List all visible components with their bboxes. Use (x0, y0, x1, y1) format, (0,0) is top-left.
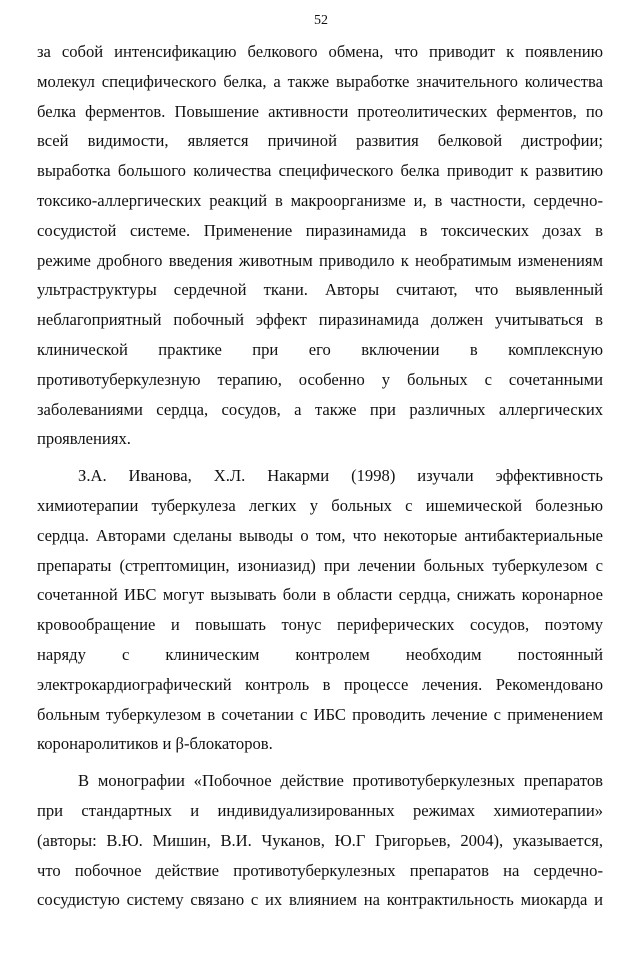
text-line: проявлениях. (37, 429, 131, 449)
page-number: 52 (314, 13, 328, 28)
text-line: за собой интенсификацию белкового обмена, что приводит к появлению (37, 42, 603, 61)
text-line: ультраструктуры сердечной ткани. Авторы считают, что выявленный (37, 280, 603, 300)
paragraph-1 (37, 37, 603, 454)
text-line: наряду с клиническим контролем необходим постоянный (37, 644, 603, 664)
document-body (37, 37, 603, 915)
text-line: коронаролитиков и β-блокаторов. (37, 734, 273, 754)
text-line: что побочное действие противотуберкулезных препаратов на сердечно- (37, 860, 603, 880)
text-line: сосудистую систему связано с их влиянием на контрактильность миокарда и (37, 890, 603, 910)
text-line: при стандартных и индивидуализированных режимах химиотерапии» (37, 800, 603, 820)
text-line: кровообращение и повышать тонус периферических сосудов, поэтому (37, 615, 603, 635)
text-line: больным туберкулезом в сочетании с ИБС проводить лечение с применением (37, 704, 603, 724)
text-line: всей видимости, является причиной развития белковой дистрофии; (37, 131, 603, 151)
text-line: режиме дробного введения животным приводило к необратимым изменениям (37, 250, 603, 270)
text-line: В монографии «Побочное действие противотуберкулезных препаратов (78, 771, 603, 791)
text-line: выработка большого количества специфического белка приводит к развитию (37, 161, 603, 181)
text-line: сосудистой системе. Применение пиразинамида в токсических дозах в (37, 220, 603, 240)
text-line: противотуберкулезную терапию, особенно у больных с сочетанными (37, 369, 603, 389)
text-line: токсико-аллергических реакций в макроорганизме и, в частности, сердечно- (37, 190, 603, 210)
text-line: сочетанной ИБС могут вызывать боли в области сердца, снижать коронарное (37, 585, 603, 605)
text-line: (авторы: В.Ю. Мишин, В.И. Чуканов, Ю.Г Григорьев, 2004), указывается, (37, 830, 603, 850)
paragraph-2 (37, 461, 603, 759)
text-line: препараты (стрептомицин, изониазид) при лечении больных туберкулезом с (37, 555, 603, 575)
text-line: белка ферментов. Повышение активности протеолитических ферментов, по (37, 101, 603, 121)
text-line: электрокардиографический контроль в процессе лечения. Рекомендовано (37, 674, 603, 694)
text-line: З.А. Иванова, Х.Л. Накарми (1998) изучали эффективность (78, 466, 603, 486)
text-line: заболеваниями сердца, сосудов, а также при различных аллергических (37, 399, 603, 419)
text-line: клинической практике при его включении в комплексную (37, 339, 603, 359)
paragraph-3 (37, 766, 603, 915)
text-line: сердца. Авторами сделаны выводы о том, что некоторые антибактериальные (37, 525, 603, 545)
text-line: неблагоприятный побочный эффект пиразинамида должен учитываться в (37, 310, 603, 330)
text-line: химиотерапии туберкулеза легких у больных с ишемической болезнью (37, 495, 603, 515)
text-line: молекул специфического белка, а также выработке значительного количества (37, 71, 603, 91)
